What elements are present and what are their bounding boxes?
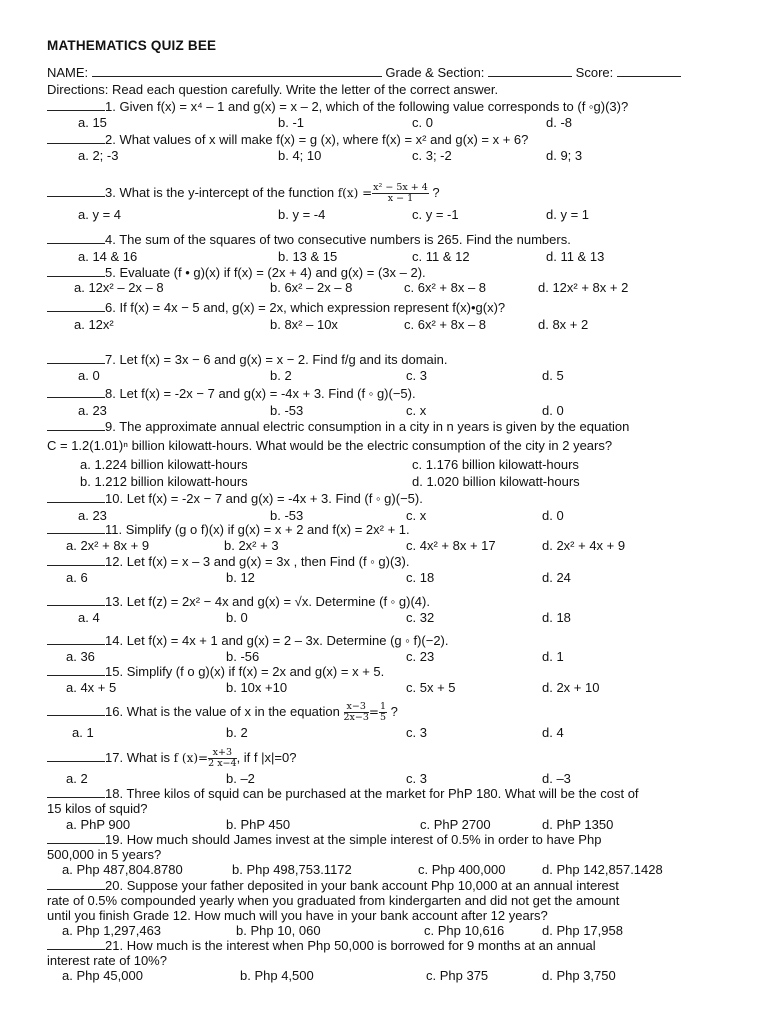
answer-blank[interactable] [47,594,105,606]
question-number: 15. [105,664,124,679]
choice-10-c[interactable]: c. x [406,508,427,523]
question-number: 9. [105,419,116,434]
question-text: Simplify (g o f)(x) if g(x) = x + 2 and f(x) = 2x² + 1. [122,522,410,537]
answer-blank[interactable] [47,938,105,950]
choice-15-d[interactable]: d. 2x + 10 [542,680,600,695]
choice-17-a[interactable]: a. 2 [66,771,88,786]
choice-4-d[interactable]: d. 11 & 13 [546,249,605,264]
question-text: Let f(x) = -2x − 7 and g(x) = -4x + 3. Find (f ◦ g)(−5). [123,491,423,506]
answer-blank[interactable] [47,352,105,364]
question-text: What is the y-intercept of the function [115,184,335,200]
question-number: 8. [105,386,116,401]
question-5 [47,265,426,280]
choice-21-b[interactable]: b. Php 4,500 [240,968,314,983]
directions: Directions: Read each question carefully. Write the letter of the correct answer. [47,82,499,97]
choice-3-a[interactable]: a. y = 4 [78,207,121,222]
choice-11-a[interactable]: a. 2x² + 8x + 9 [66,538,150,553]
question-number: 12. [105,554,124,569]
choice-13-b[interactable]: b. 0 [226,610,248,625]
question-text: The sum of the squares of two consecutive numbers is 265. Find the numbers. [115,232,571,247]
question-13 [47,594,430,609]
choice-6-d[interactable]: d. 8x + 2 [538,317,589,332]
choice-6-a[interactable]: a. 12x² [74,317,114,332]
choice-9-b[interactable]: c. 1.176 billion kilowatt-hours [412,457,579,472]
question-text: Simplify (f o g)(x) if f(x) = 2x and g(x) = x + 5. [123,664,385,679]
choice-13-c[interactable]: c. 32 [406,610,435,625]
question-3 [47,183,440,204]
question-tail: ? [387,703,398,719]
choice-19-a[interactable]: a. Php 487,804.8780 [62,862,183,877]
choice-14-a[interactable]: a. 36 [66,649,95,664]
question-number: 10. [105,491,124,506]
choice-20-d[interactable]: d. Php 17,958 [542,923,623,938]
answer-blank[interactable] [47,786,105,798]
question-text: How much should James invest at the simple interest of 0.5% in order to have Php [123,832,602,847]
choice-5-d[interactable]: d. 12x² + 8x + 2 [538,280,629,295]
question-text: Evaluate (f • g)(x) if f(x) = (2x + 4) and g(x) = (3x – 2). [115,265,426,280]
answer-blank[interactable] [47,132,105,144]
fraction-numerator: 1 [379,701,387,712]
choice-5-a[interactable]: a. 12x² – 2x – 8 [74,280,164,295]
answer-blank[interactable] [47,185,105,197]
equals-sign: = [368,704,379,719]
fraction-numerator: x² − 5x + 4 [373,182,428,193]
score-label: Score: [575,65,614,80]
question-text: Suppose your father deposited in your bank account Php 10,000 at an annual interest [123,878,619,893]
choice-18-d[interactable]: d. PhP 1350 [542,817,614,832]
question-14 [47,633,449,648]
question-number: 16. [105,703,124,719]
question-text: What values of x will make f(x) = g (x), where f(x) = x² and g(x) = x + 6? [115,132,529,147]
fraction [208,748,236,769]
question-text: Let f(x) = x – 3 and g(x) = 3x , then Find (f ◦ g)(3). [123,554,410,569]
choice-18-a[interactable]: a. PhP 900 [66,817,131,832]
score-field[interactable] [617,65,681,77]
choice-2-a[interactable]: a. 2; -3 [78,148,119,163]
question-19-continued: 500,000 in 5 years? [47,847,162,862]
choice-14-c[interactable]: c. 23 [406,649,435,664]
question-6 [47,300,505,315]
choice-15-a[interactable]: a. 4x + 5 [66,680,117,695]
question-18 [47,786,639,801]
question-17 [47,748,296,769]
question-12 [47,554,409,569]
question-20 [47,878,619,893]
choice-15-b[interactable]: b. 10x +10 [226,680,288,695]
choice-17-c[interactable]: c. 3 [406,771,427,786]
choice-21-d[interactable]: d. Php 3,750 [542,968,616,983]
answer-blank[interactable] [47,491,105,503]
question-tail: ? [428,184,440,200]
question-number: 5. [105,265,116,280]
answer-blank[interactable] [47,99,105,111]
question-number: 20. [105,878,124,893]
choice-12-a[interactable]: a. 6 [66,570,88,585]
question-15 [47,664,384,679]
choice-8-c[interactable]: c. x [406,403,427,418]
choice-5-b[interactable]: b. 6x² – 2x – 8 [270,280,353,295]
fraction-denominator: 5 [379,712,387,723]
question-text: What is [123,749,171,765]
question-text: Let f(z) = 2x² − 4x and g(x) = √x. Determine (f ◦ g)(4). [123,594,430,609]
choice-9-a[interactable]: a. 1.224 billion kilowatt-hours [80,457,248,472]
answer-blank[interactable] [47,386,105,398]
choice-13-d[interactable]: d. 18 [542,610,571,625]
question-20-continued: until you finish Grade 12. How much will you have in your bank account after 12 years? [47,908,548,923]
choice-7-d[interactable]: d. 5 [542,368,564,383]
choice-1-a[interactable]: a. 15 [78,115,107,130]
question-number: 13. [105,594,124,609]
choice-21-a[interactable]: a. Php 45,000 [62,968,143,983]
question-text: How much is the interest when Php 50,000 is borrowed for 9 months at an annual [123,938,596,953]
choice-5-c[interactable]: c. 6x² + 8x – 8 [404,280,487,295]
choice-1-c[interactable]: c. 0 [412,115,433,130]
question-number: 4. [105,232,116,247]
name-field[interactable] [92,65,382,77]
choice-18-b[interactable]: b. PhP 450 [226,817,291,832]
question-number: 7. [105,352,116,367]
choice-14-d[interactable]: d. 1 [542,649,564,664]
choice-8-b[interactable]: b. -53 [270,403,304,418]
choice-11-d[interactable]: d. 2x² + 4x + 9 [542,538,626,553]
choice-4-b[interactable]: b. 13 & 15 [278,249,338,264]
choice-16-b[interactable]: b. 2 [226,725,248,740]
choice-12-b[interactable]: b. 12 [226,570,255,585]
fraction [344,702,369,723]
choice-10-b[interactable]: b. -53 [270,508,304,523]
choice-7-c[interactable]: c. 3 [406,368,427,383]
question-11 [47,522,410,537]
grade-field[interactable] [488,65,572,77]
question-4 [47,232,571,247]
question-text: Let f(x) = -2x − 7 and g(x) = -4x + 3. Find (f ◦ g)(−5). [115,386,416,401]
question-number: 19. [105,832,124,847]
question-tail: , if f |x|=0? [236,749,297,765]
choice-2-b[interactable]: b. 4; 10 [278,148,322,163]
page-title: MATHEMATICS QUIZ BEE [47,38,217,53]
equation-lhs: f (x)= [173,750,209,765]
question-text: Let f(x) = 4x + 1 and g(x) = 2 – 3x. Determine (g ◦ f)(−2). [123,633,449,648]
choice-16-a[interactable]: a. 1 [72,725,94,740]
choice-7-a[interactable]: a. 0 [78,368,100,383]
choice-12-c[interactable]: c. 18 [406,570,435,585]
choice-2-d[interactable]: d. 9; 3 [546,148,583,163]
question-18-continued: 15 kilos of squid? [47,801,148,816]
question-1 [47,99,628,114]
question-text: Let f(x) = 3x − 6 and g(x) = x − 2. Find f/g and its domain. [115,352,448,367]
answer-blank[interactable] [47,522,105,534]
question-text: Given f(x) = x⁴ – 1 and g(x) = x – 2, which of the following value corresponds to (f ◦g)(3)? [115,99,629,114]
choice-16-c[interactable]: c. 3 [406,725,427,740]
choice-1-d[interactable]: d. -8 [546,115,573,130]
choice-10-d[interactable]: d. 0 [542,508,564,523]
choice-21-c[interactable]: c. Php 375 [426,968,489,983]
question-text: If f(x) = 4x − 5 and, g(x) = 2x, which expression represent f(x)•g(x)? [115,300,506,315]
answer-blank[interactable] [47,704,105,716]
choice-19-c[interactable]: c. Php 400,000 [418,862,506,877]
question-text: The approximate annual electric consumption in a city in n years is given by the equation [115,419,630,434]
fraction-numerator: x−3 [344,702,369,713]
answer-blank[interactable] [47,832,105,844]
choice-9-c[interactable]: b. 1.212 billion kilowatt-hours [80,474,248,489]
choice-20-a[interactable]: a. Php 1,297,463 [62,923,162,938]
question-text: What is the value of x in the equation [123,703,340,719]
name-label: NAME: [47,65,89,80]
choice-2-c[interactable]: c. 3; -2 [412,148,452,163]
fraction [372,183,429,204]
question-9 [47,419,629,434]
question-21 [47,938,596,953]
question-20-continued: rate of 0.5% compounded yearly when you graduated from kindergarten and did not get the amount [47,893,620,908]
choice-15-c[interactable]: c. 5x + 5 [406,680,456,695]
choice-8-d[interactable]: d. 0 [542,403,564,418]
answer-blank[interactable] [47,664,105,676]
question-number: 14. [105,633,124,648]
choice-17-d[interactable]: d. –3 [542,771,571,786]
question-number: 1. [105,99,116,114]
question-number: 3. [105,184,116,200]
choice-8-a[interactable]: a. 23 [78,403,107,418]
choice-18-c[interactable]: c. PhP 2700 [420,817,491,832]
choice-11-b[interactable]: b. 2x² + 3 [224,538,279,553]
question-2 [47,132,528,147]
answer-blank[interactable] [47,633,105,645]
equation-lhs: f(x) = [337,185,373,200]
question-9-continued: C = 1.2(1.01)ⁿ billion kilowatt-hours. What would be the electric consumption of the city in 2 years? [47,438,613,453]
choice-6-c[interactable]: c. 6x² + 8x – 8 [404,317,487,332]
grade-label: Grade & Section: [385,65,485,80]
question-8 [47,386,416,401]
choice-3-c[interactable]: c. y = -1 [412,207,459,222]
choice-13-a[interactable]: a. 4 [78,610,100,625]
question-21-continued: interest rate of 10%? [47,953,167,968]
answer-blank[interactable] [47,265,105,277]
choice-17-b[interactable]: b. –2 [226,771,255,786]
choice-1-b[interactable]: b. -1 [278,115,305,130]
choice-20-b[interactable]: b. Php 10, 060 [236,923,321,938]
choice-4-a[interactable]: a. 14 & 16 [78,249,138,264]
question-number: 21. [105,938,124,953]
choice-12-d[interactable]: d. 24 [542,570,571,585]
fraction-numerator: x+3 [208,748,236,759]
fraction [379,702,387,723]
question-19 [47,832,601,847]
question-text: Three kilos of squid can be purchased at the market for PhP 180. What will be the cost of [123,786,639,801]
question-10 [47,491,423,506]
answer-blank[interactable] [47,232,105,244]
choice-3-d[interactable]: d. y = 1 [546,207,589,222]
fraction-denominator: x − 1 [387,193,414,204]
choice-14-b[interactable]: b. -56 [226,649,260,664]
choice-19-b[interactable]: b. Php 498,753.1172 [232,862,352,877]
question-number: 17. [105,749,124,765]
question-7 [47,352,448,367]
choice-10-a[interactable]: a. 23 [78,508,107,523]
fraction-denominator: 2x−3 [343,712,369,723]
question-number: 6. [105,300,116,315]
fraction-denominator: 2 x−4 [208,758,237,769]
choice-11-c[interactable]: c. 4x² + 8x + 17 [406,538,496,553]
answer-blank[interactable] [47,300,105,312]
choice-16-d[interactable]: d. 4 [542,725,564,740]
choice-7-b[interactable]: b. 2 [270,368,292,383]
choice-9-d[interactable]: d. 1.020 billion kilowatt-hours [412,474,580,489]
choice-3-b[interactable]: b. y = -4 [278,207,326,222]
answer-blank[interactable] [47,878,105,890]
question-number: 18. [105,786,124,801]
answer-blank[interactable] [47,554,105,566]
choice-19-d[interactable]: d. Php 142,857.1428 [542,862,663,877]
question-16 [47,702,398,723]
choice-6-b[interactable]: b. 8x² – 10x [270,317,338,332]
answer-blank[interactable] [47,419,105,431]
question-number: 2. [105,132,116,147]
question-number: 11. [105,522,123,537]
choice-4-c[interactable]: c. 11 & 12 [412,249,470,264]
answer-blank[interactable] [47,750,105,762]
choice-20-c[interactable]: c. Php 10,616 [424,923,505,938]
header-fields [47,65,681,80]
